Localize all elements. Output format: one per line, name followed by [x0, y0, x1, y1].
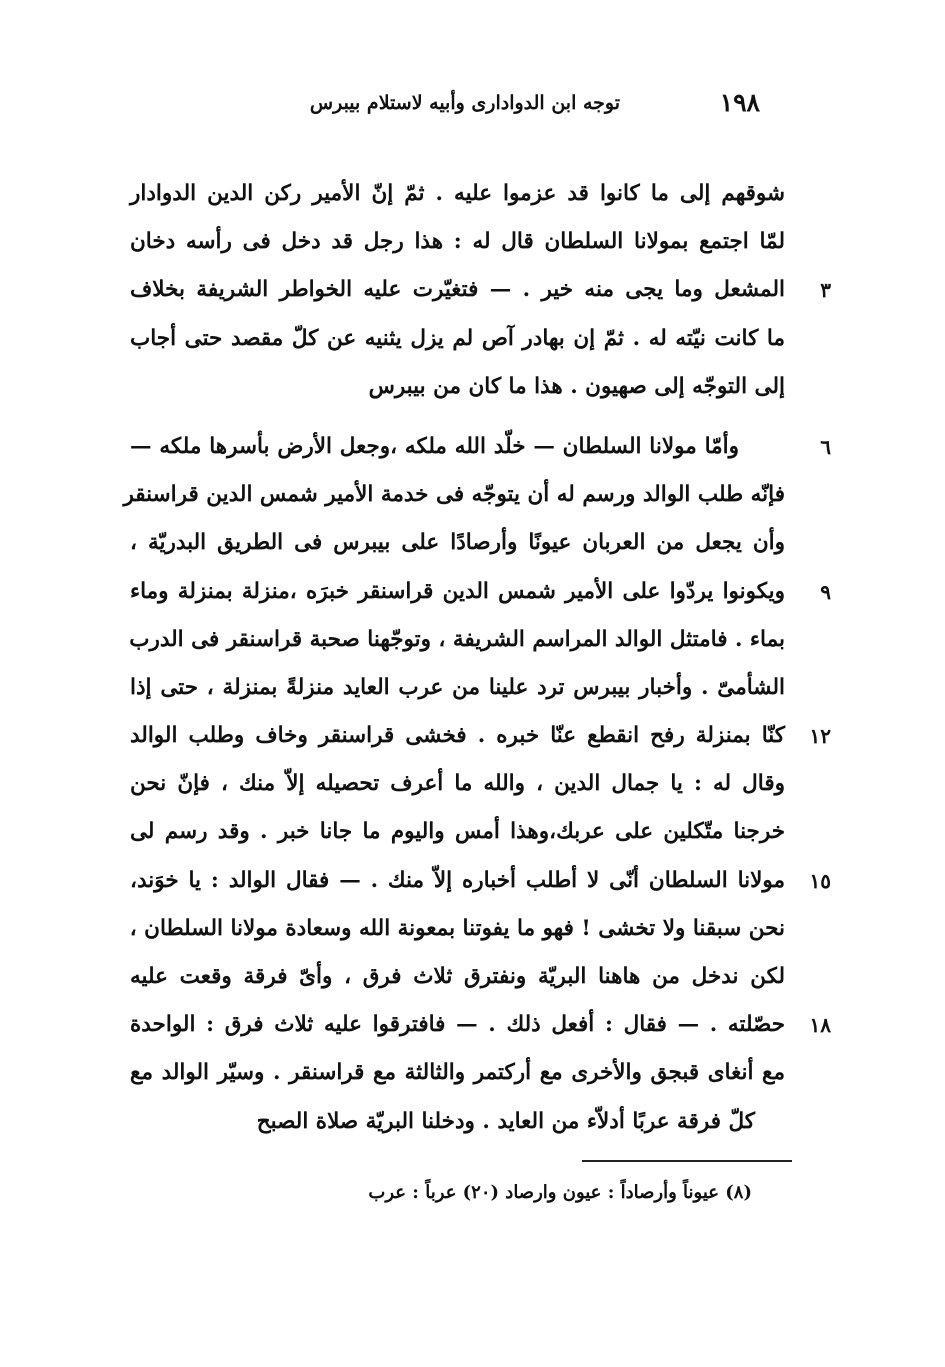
line-number: ٣: [820, 278, 831, 303]
text-line-content: ويكونوا يردّوا على الأمير شمس الدين قراسنقر خبرَه ،منزلة بمنزلة وماء: [130, 578, 785, 604]
text-line: مع أنغاى قبجق والأخرى مع أركتمر والثالثة مع قراسنقر . وسيّر الوالد مع: [130, 1060, 785, 1086]
text-line: [130, 857, 831, 905]
line-number: ١٥: [809, 868, 831, 893]
text-line: بماء . فامتثل الوالد المراسم الشريفة ، وتوجّهنا صحبة قراسنقر فى الدرب: [129, 626, 785, 652]
text-line: كلّ فرقة عربًا أدلاّء من العايد . ودخلنا البريّة صلاة الصبح: [256, 1108, 755, 1134]
text-line: لمّا اجتمع بمولانا السلطان قال له : هذا رجل قد دخل فى رأسه دخان: [130, 229, 785, 255]
line-number: ١٨: [809, 1013, 831, 1038]
running-head: توجه ابن الدوادارى وأبيه لاستلام بيبرس: [309, 92, 620, 114]
text-line: إلى التوجّه إلى صهيون . هذا ما كان من بيبرس: [368, 373, 785, 399]
text-line: فإنّه طلب الوالد ورسم له أن يتوجّه فى خدمة الأمير شمس الدين قراسنقر: [123, 482, 785, 508]
text-line: [130, 1001, 831, 1049]
footnote-separator: [582, 1160, 792, 1162]
line-number: ١٢: [809, 724, 831, 749]
text-line: ما كانت نيّته له . ثمّ إن بهادر آص لم يزل يثنيه عن كلّ مقصد حتى أجاب: [130, 325, 785, 351]
page-header: [290, 86, 760, 126]
text-line: خرجنا متّكلين على عربك،وهذا أمس واليوم ما جانا خبر . وقد رسم لى: [130, 819, 785, 845]
page-number: ١٩٨: [719, 88, 760, 117]
text-line: [130, 266, 831, 314]
text-line-content: المشعل وما يجى منه خير . — فتغيّرت عليه الخواطر الشريفة بخلاف: [130, 277, 785, 303]
text-line-content: مولانا السلطان أنّى لا أطلب أخباره إلاّ منك . — فقال الوالد : يا خوَند،: [130, 867, 785, 893]
text-line-content: وأمّا مولانا السلطان — خلّد الله ملكه ،وجعل الأرض بأسرها ملكه —: [130, 433, 739, 459]
text-line: [130, 568, 831, 616]
line-number: ٦: [820, 434, 831, 459]
text-line: لكن ندخل من هاهنا البريّة ونفترق ثلاث فرق ، وأىّ فرقة وقعت عليه: [130, 964, 785, 989]
footnote: (٨) عيوناً وأرصاداً : عيون وارصاد (٢٠) عرباً : عرب: [368, 1182, 752, 1203]
text-line: نحن سبقنا ولا تخشى ! فهو ما يفوتنا بمعونة الله وسعادة مولانا السلطان ،: [129, 915, 785, 941]
text-line: [130, 423, 831, 471]
body-text: [123, 170, 831, 1146]
text-line: شوقهم إلى ما كانوا قد عزموا عليه . ثمّ إنّ الأمير ركن الدين الدوادار: [130, 181, 785, 206]
text-line: وأن يجعل من العربان عيونًا وأرصادًا على بيبرس فى الطريق البدريّة ،: [130, 530, 785, 556]
text-line: الشأمىّ . وأخبار بيبرس ترد علينا من عرب العايد منزلةً بمنزلة ، حتى إذا: [130, 674, 785, 700]
text-line: وقال له : يا جمال الدين ، والله ما أعرف تحصيله إلاّ منك ، فإنّ نحن: [130, 771, 785, 797]
text-line-content: حصّلته . — فقال : أفعل ذلك . — فافترقوا عليه ثلاث فرق : الواحدة: [130, 1012, 785, 1038]
text-line: [130, 712, 831, 760]
text-line-content: كنّا بمنزلة رفح انقطع عنّا خبره . فخشى قراسنقر وخاف وطلب الوالد: [130, 723, 785, 749]
line-number: ٩: [820, 579, 831, 604]
